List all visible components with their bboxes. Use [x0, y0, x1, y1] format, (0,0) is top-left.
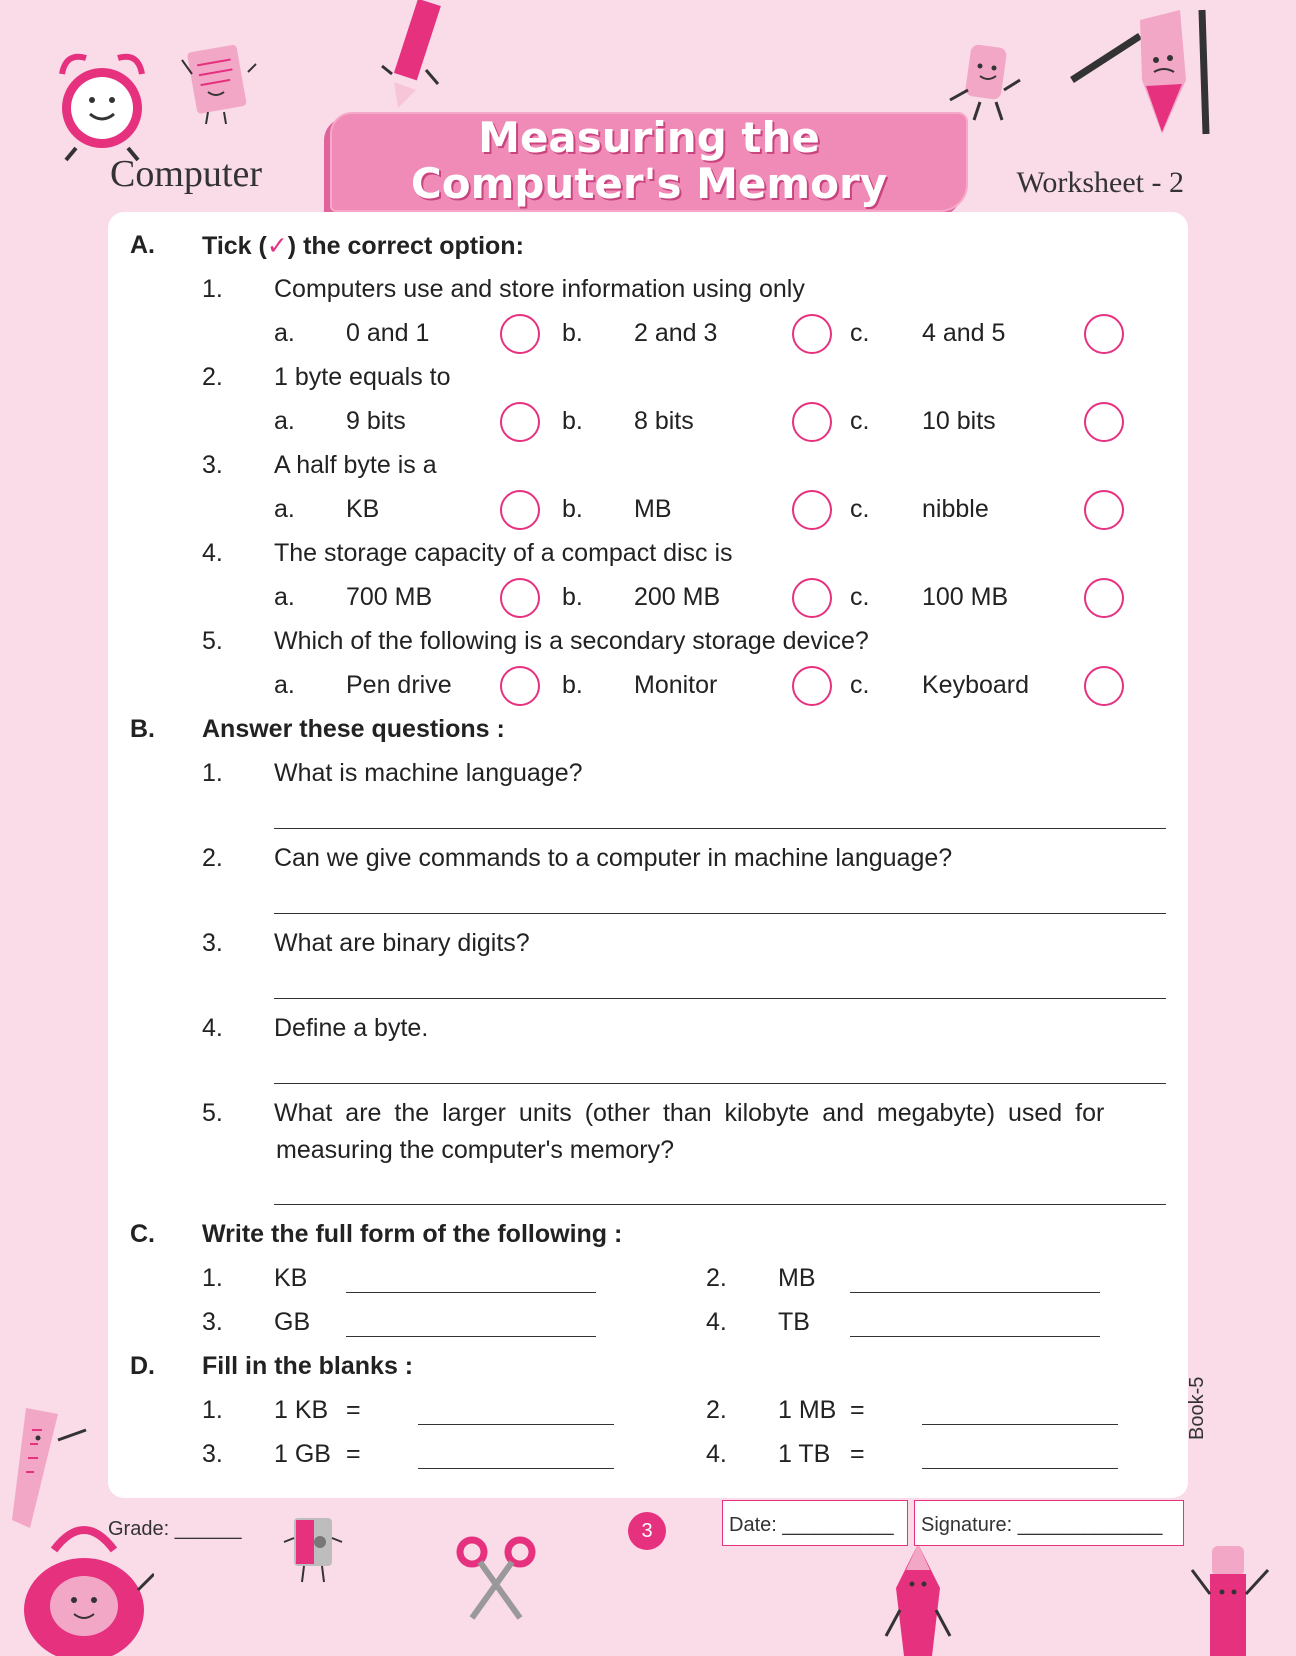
section-c-heading: Write the full form of the following : [202, 1220, 623, 1248]
answer-line[interactable] [346, 1336, 596, 1337]
section-a-letter: A. [130, 231, 155, 259]
tick-circle-a[interactable] [500, 666, 540, 706]
alarm-clock-icon [52, 44, 150, 162]
option-c: nibble [922, 495, 989, 523]
answer-line[interactable] [274, 998, 1166, 999]
question-text: Which of the following is a secondary storage device? [274, 627, 869, 655]
blank-term: 1 GB [274, 1440, 331, 1468]
grade-field[interactable]: Grade: ______ [108, 1518, 242, 1540]
option-a: 0 and 1 [346, 319, 430, 347]
pencil-sharpener-character-icon [1190, 1540, 1270, 1656]
blank-term: 1 TB [778, 1440, 831, 1468]
answer-line[interactable] [418, 1468, 614, 1469]
question-text: What is machine language? [274, 759, 583, 787]
question-text: The storage capacity of a compact disc is [274, 539, 733, 567]
tick-circle-b[interactable] [792, 402, 832, 442]
question-text: Can we give commands to a computer in machine language? [274, 844, 953, 872]
blank-term: 1 KB [274, 1396, 329, 1424]
answer-line[interactable] [850, 1292, 1100, 1293]
tick-circle-a[interactable] [500, 402, 540, 442]
option-c: Keyboard [922, 671, 1030, 699]
option-b: 200 MB [634, 583, 721, 611]
blank-term: 1 MB [778, 1396, 837, 1424]
option-c: 10 bits [922, 407, 996, 435]
title-banner [330, 112, 968, 212]
answer-line[interactable] [274, 828, 1166, 829]
sharpener-icon [282, 1512, 344, 1584]
tick-circle-b[interactable] [792, 578, 832, 618]
notepad-icon [178, 42, 260, 128]
tick-circle-c[interactable] [1084, 490, 1124, 530]
full-form-term: MB [778, 1264, 816, 1292]
option-b: 2 and 3 [634, 319, 718, 347]
answer-line[interactable] [274, 913, 1166, 914]
pencil-character-icon [1070, 0, 1220, 140]
question-text: A half byte is a [274, 451, 437, 479]
answer-line[interactable] [922, 1424, 1118, 1425]
tick-circle-c[interactable] [1084, 402, 1124, 442]
option-a: Pen drive [346, 671, 452, 699]
question-text-continued: measuring the computer's memory? [276, 1136, 674, 1164]
option-c: 4 and 5 [922, 319, 1006, 347]
section-b-letter: B. [130, 715, 155, 743]
page-title-line2: Computer's Memory [410, 159, 888, 208]
full-form-term: KB [274, 1264, 308, 1292]
tick-circle-c[interactable] [1084, 578, 1124, 618]
section-c-letter: C. [130, 1220, 155, 1248]
tick-circle-b[interactable] [792, 490, 832, 530]
answer-line[interactable] [274, 1083, 1166, 1084]
subject-label: Computer [110, 153, 262, 195]
signature-field[interactable]: Signature: _____________ [914, 1500, 1184, 1546]
option-b: MB [634, 495, 672, 523]
scissors-icon [454, 1534, 538, 1622]
tick-circle-a[interactable] [500, 490, 540, 530]
option-c: 100 MB [922, 583, 1009, 611]
pencil-icon [380, 0, 444, 112]
option-a: 9 bits [346, 407, 406, 435]
check-icon: ✓ [266, 232, 288, 260]
page-title-line1: Measuring the [478, 113, 820, 162]
worksheet-card: A. Tick (✓) the correct option: 1. Computers use and store information using only a. 0 and 1 b. 2 and 3 c. 4 and 5 2. 1 byte equals to a. 9 bits b. 8 bits c. 10 bits 3. A half byte is a a. KB b. MB c. nibble 4. The storage capacity of a compact disc is a. 700 MB b. 200 MB c. 100 MB 5. Which of the following is a secondary storage device? a. Pen drive b. Monitor c. Keyboard B. Answer these questions : 1. What is machine language? 2. Can we give commands to a computer in machine language? 3. What are binary digits? 4. Define a byte. 5. What are the larger units (other than kilobyte and megabyte) used for measuring the computer's memory? C. Write the full form of the following : 1. KB 2. MB 3. GB 4. TB D. Fill in the blanks : 1. 1 KB = 2. 1 MB = 3. 1 GB = 4. 1 TB = [108, 212, 1188, 1498]
option-a: 700 MB [346, 583, 433, 611]
tick-circle-c[interactable] [1084, 314, 1124, 354]
tick-circle-a[interactable] [500, 314, 540, 354]
option-b: Monitor [634, 671, 718, 699]
answer-line[interactable] [274, 1204, 1166, 1205]
section-b-heading: Answer these questions : [202, 715, 505, 743]
question-text: What are the larger units (other than kilobyte and megabyte) used for [274, 1099, 1105, 1127]
date-field[interactable]: Date: __________ [722, 1500, 908, 1546]
option-b: 8 bits [634, 407, 694, 435]
tick-circle-b[interactable] [792, 314, 832, 354]
answer-line[interactable] [922, 1468, 1118, 1469]
section-d-letter: D. [130, 1352, 155, 1380]
full-form-term: TB [778, 1308, 810, 1336]
answer-line[interactable] [850, 1336, 1100, 1337]
answer-line[interactable] [346, 1292, 596, 1293]
section-a-heading: Tick (✓) the correct option: [202, 232, 524, 260]
question-text: Computers use and store information using only [274, 275, 805, 303]
section-d-heading: Fill in the blanks : [202, 1352, 414, 1380]
page-number: 3 [628, 1512, 666, 1550]
option-a: KB [346, 495, 380, 523]
question-text: Define a byte. [274, 1014, 429, 1042]
book-label: Book-5 [1186, 1376, 1208, 1440]
question-text: What are binary digits? [274, 929, 530, 957]
tick-circle-c[interactable] [1084, 666, 1124, 706]
tick-circle-b[interactable] [792, 666, 832, 706]
tick-circle-a[interactable] [500, 578, 540, 618]
answer-line[interactable] [418, 1424, 614, 1425]
crayon-character-icon [882, 1540, 954, 1656]
worksheet-number: Worksheet - 2 [1016, 166, 1184, 199]
question-text: 1 byte equals to [274, 363, 451, 391]
full-form-term: GB [274, 1308, 311, 1336]
